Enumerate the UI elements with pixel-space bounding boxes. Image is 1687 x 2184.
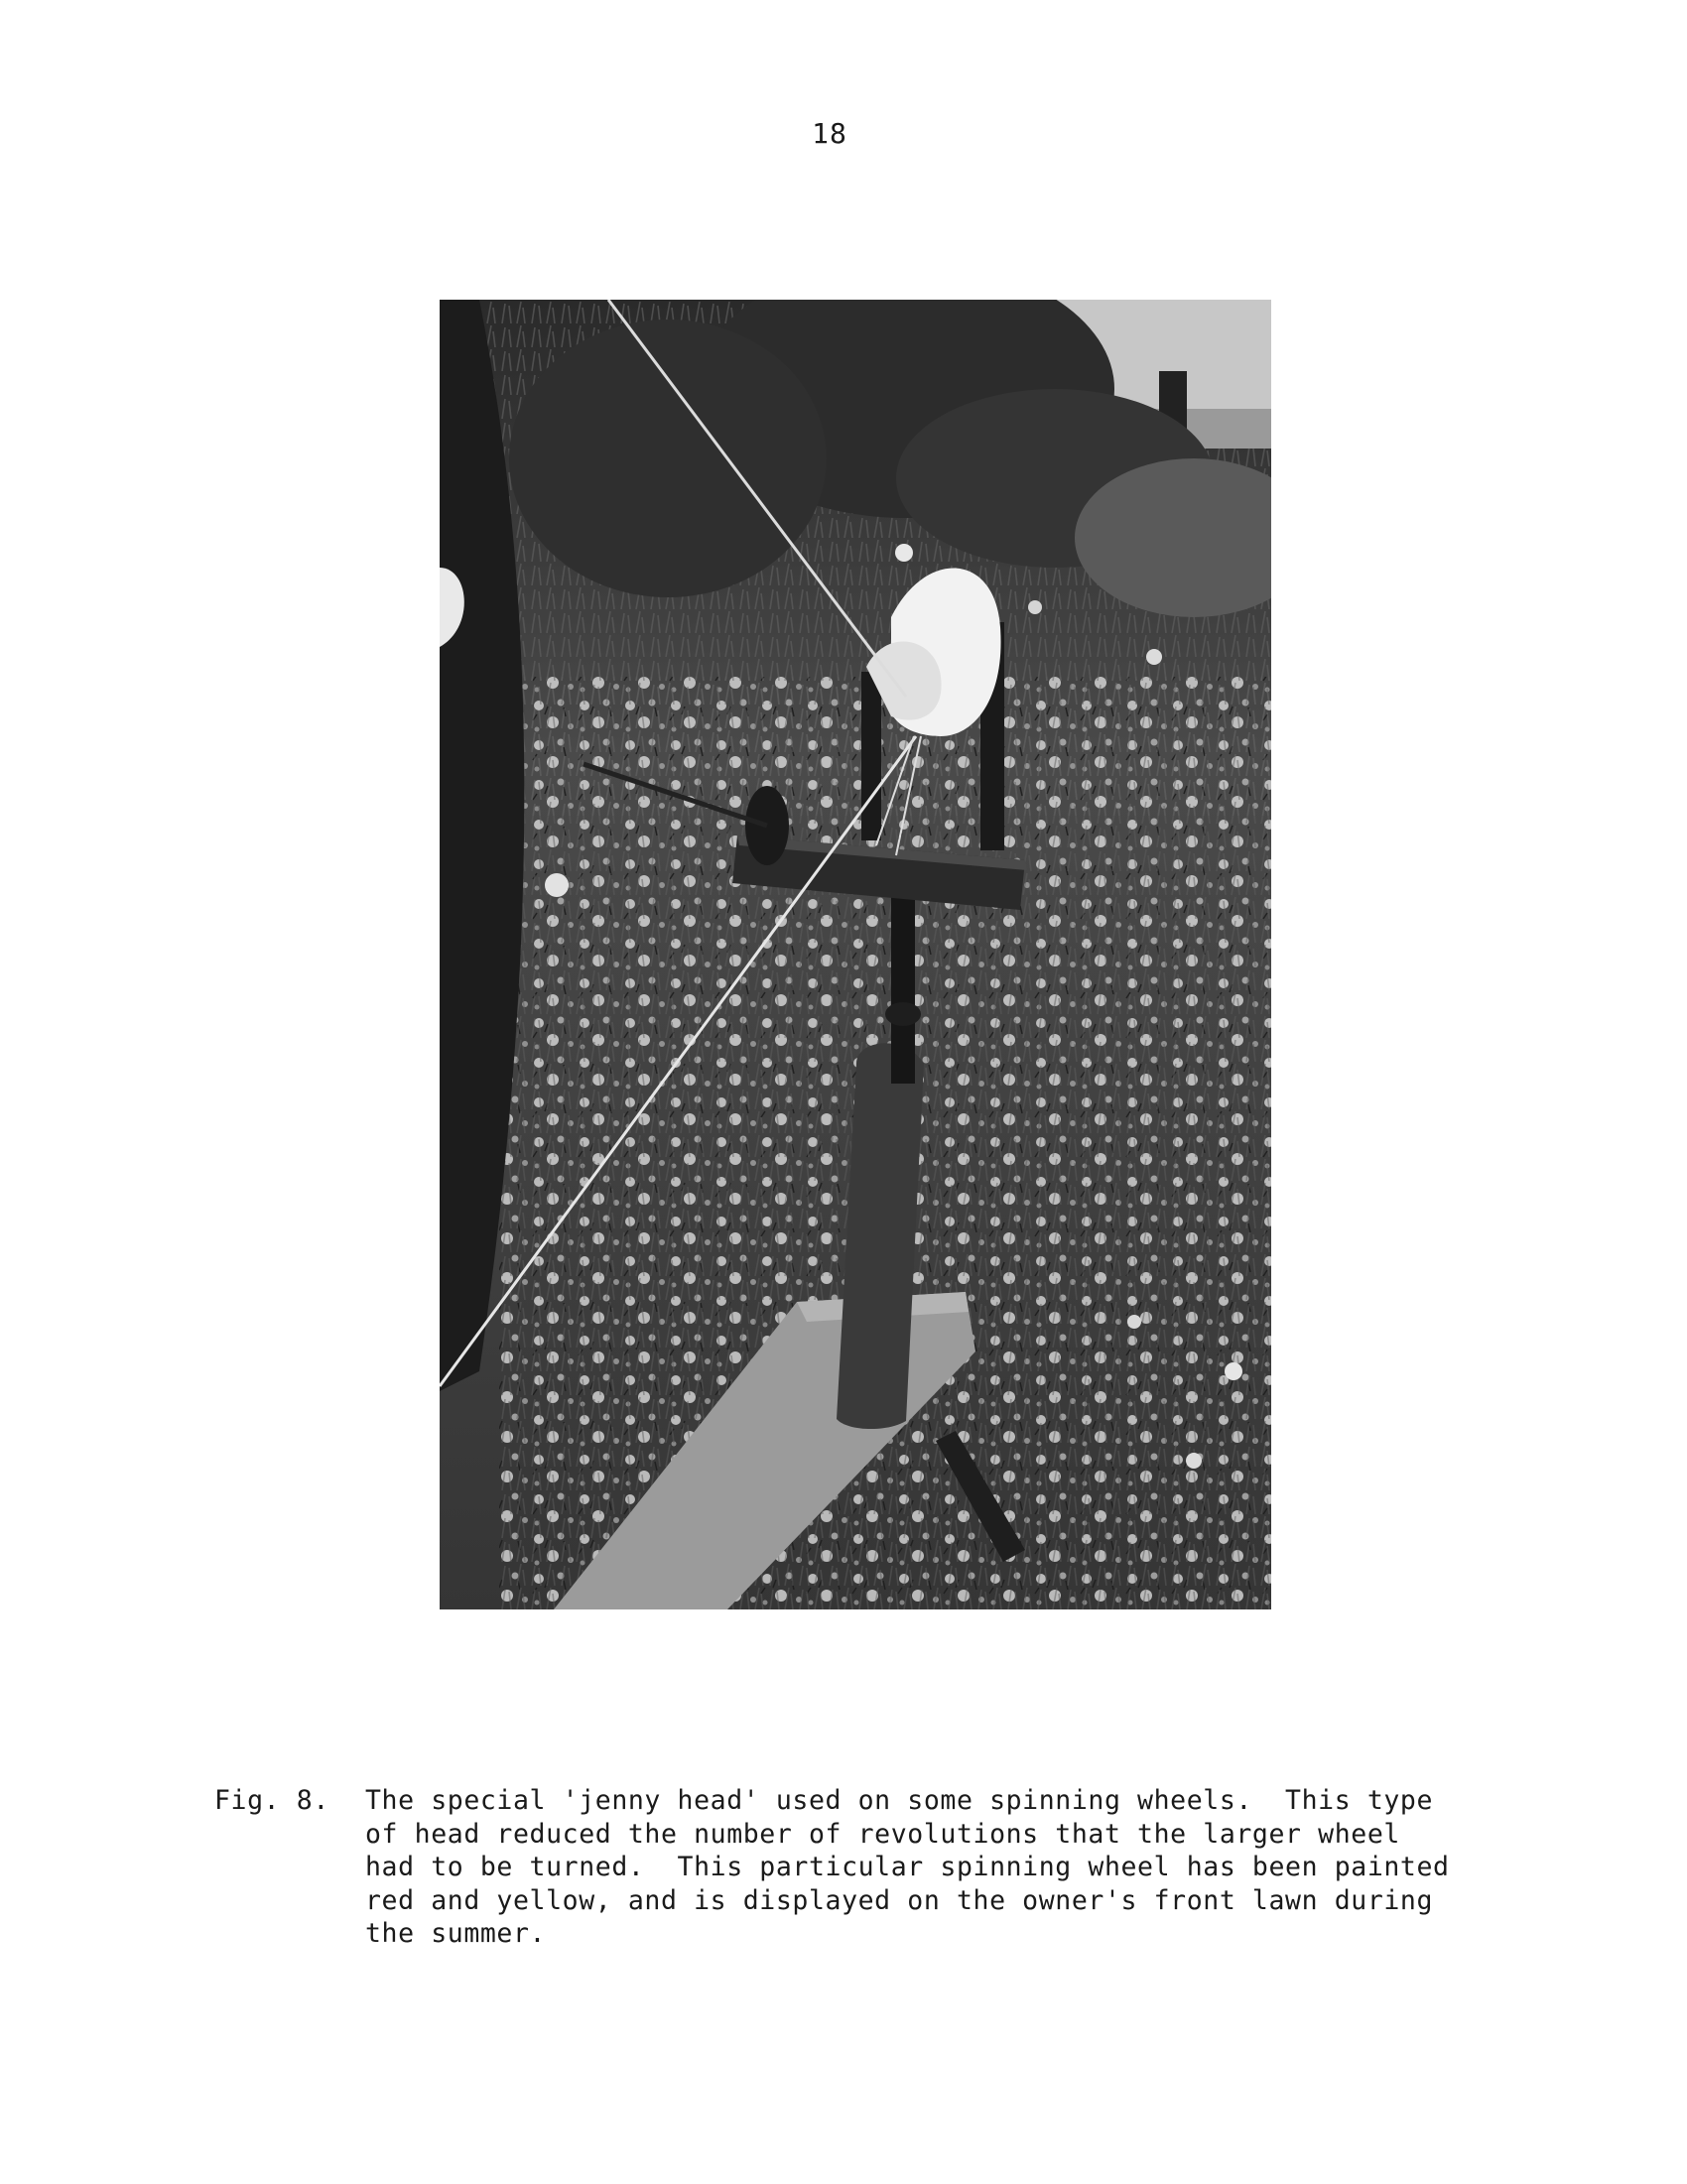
caption-line: red and yellow, and is displayed on the owner's front lawn during (365, 1884, 1434, 1916)
caption-line: of head reduced the number of revolutions that the larger wheel (365, 1818, 1400, 1850)
caption-body (365, 1784, 1496, 1951)
caption-line: had to be turned. This particular spinning wheel has been painted (365, 1852, 1450, 1882)
caption-line: the summer. (365, 1918, 547, 1949)
page-number: 18 (812, 117, 847, 150)
caption-line: The special 'jenny head' used on some spinning wheels. This type (365, 1785, 1434, 1816)
caption-label: Fig. 8. (214, 1785, 329, 1816)
figure-photo (440, 300, 1271, 1609)
